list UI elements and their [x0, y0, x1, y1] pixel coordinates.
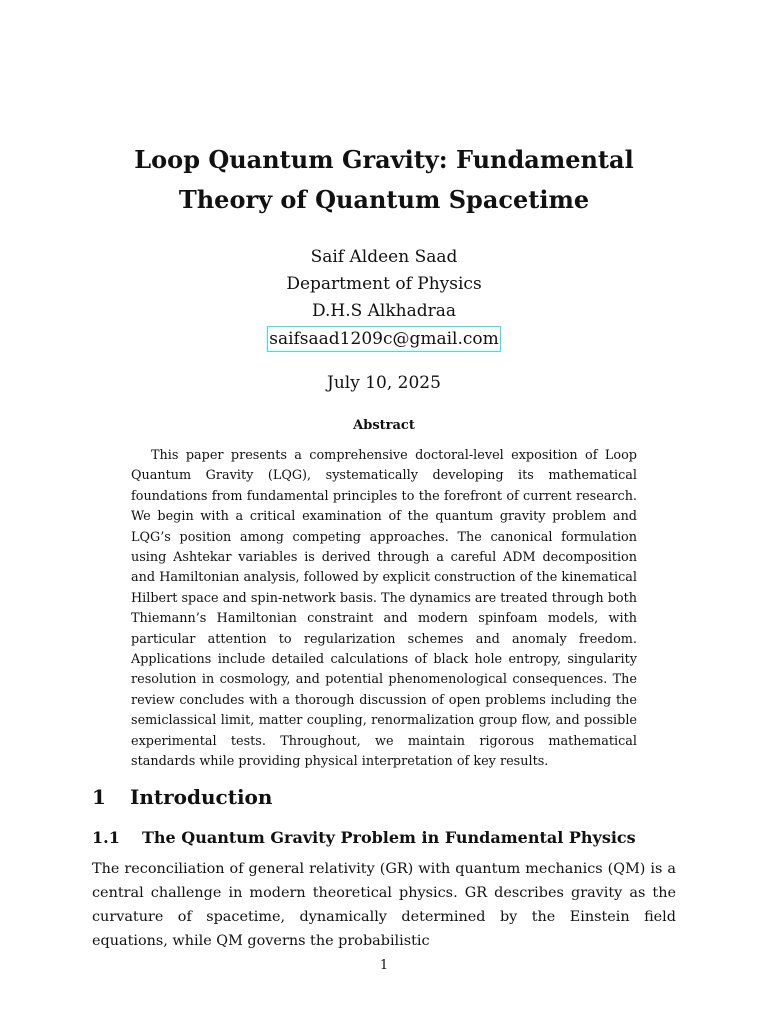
page-number: 1	[379, 958, 389, 973]
section-title: Introduction	[130, 785, 273, 809]
title-line-1: Loop Quantum Gravity: Fundamental	[134, 145, 634, 174]
abstract-heading: Abstract	[353, 418, 415, 433]
abstract-text: This paper presents a comprehensive doctoral-level exposition of Loop Quantum Gravity (LQG), systematically developing its mathematical foundations from fundamental principles to the forefront of current research. We begin with a critical examination of the quantum gravity problem and LQG’s position among competing approaches. The canonical formulation using Ashtekar variables is derived through a careful ADM decomposition and Hamiltonian analysis, followed by explicit construction of the kinematical Hilbert space and spin-network basis. The dynamics are treated through both Thiemann’s Hamiltonian constraint and modern spinfoam models, with particular attention to regularization schemes and anomaly freedom. Applications include detailed calculations of black hole entropy, singularity resolution in cosmology, and potential phenomenological consequences. The review concludes with a thorough discussion of open problems including the semiclassical limit, matter coupling, renormalization group flow, and possible experimental tests. Throughout, we maintain rigorous mathematical standards while providing physical interpretation of key results.	[131, 448, 637, 770]
subsection-heading	[92, 826, 636, 850]
author-block	[84, 244, 684, 353]
section-number: 1	[92, 785, 106, 809]
author-institution: D.H.S Alkhadraa	[311, 301, 457, 321]
author-department: Department of Physics	[286, 274, 482, 294]
author-email-link[interactable]: saifsaad1209c@gmail.com	[267, 326, 501, 352]
title-line-2: Theory of Quantum Spacetime	[178, 185, 590, 214]
author-name: Saif Aldeen Saad	[310, 247, 458, 267]
subsection-title: The Quantum Gravity Problem in Fundamental Physics	[142, 828, 636, 847]
section-heading	[92, 783, 272, 811]
paper-date: July 10, 2025	[327, 373, 441, 393]
body-paragraph: The reconciliation of general relativity (GR) with quantum mechanics (QM) is a central challenge in modern theoretical physics. GR describes gravity as the curvature of spacetime, dynamically determined by the Einstein field equations, while QM governs the probabilistic	[92, 861, 676, 949]
paper-title	[84, 140, 684, 220]
subsection-number: 1.1	[92, 828, 120, 847]
